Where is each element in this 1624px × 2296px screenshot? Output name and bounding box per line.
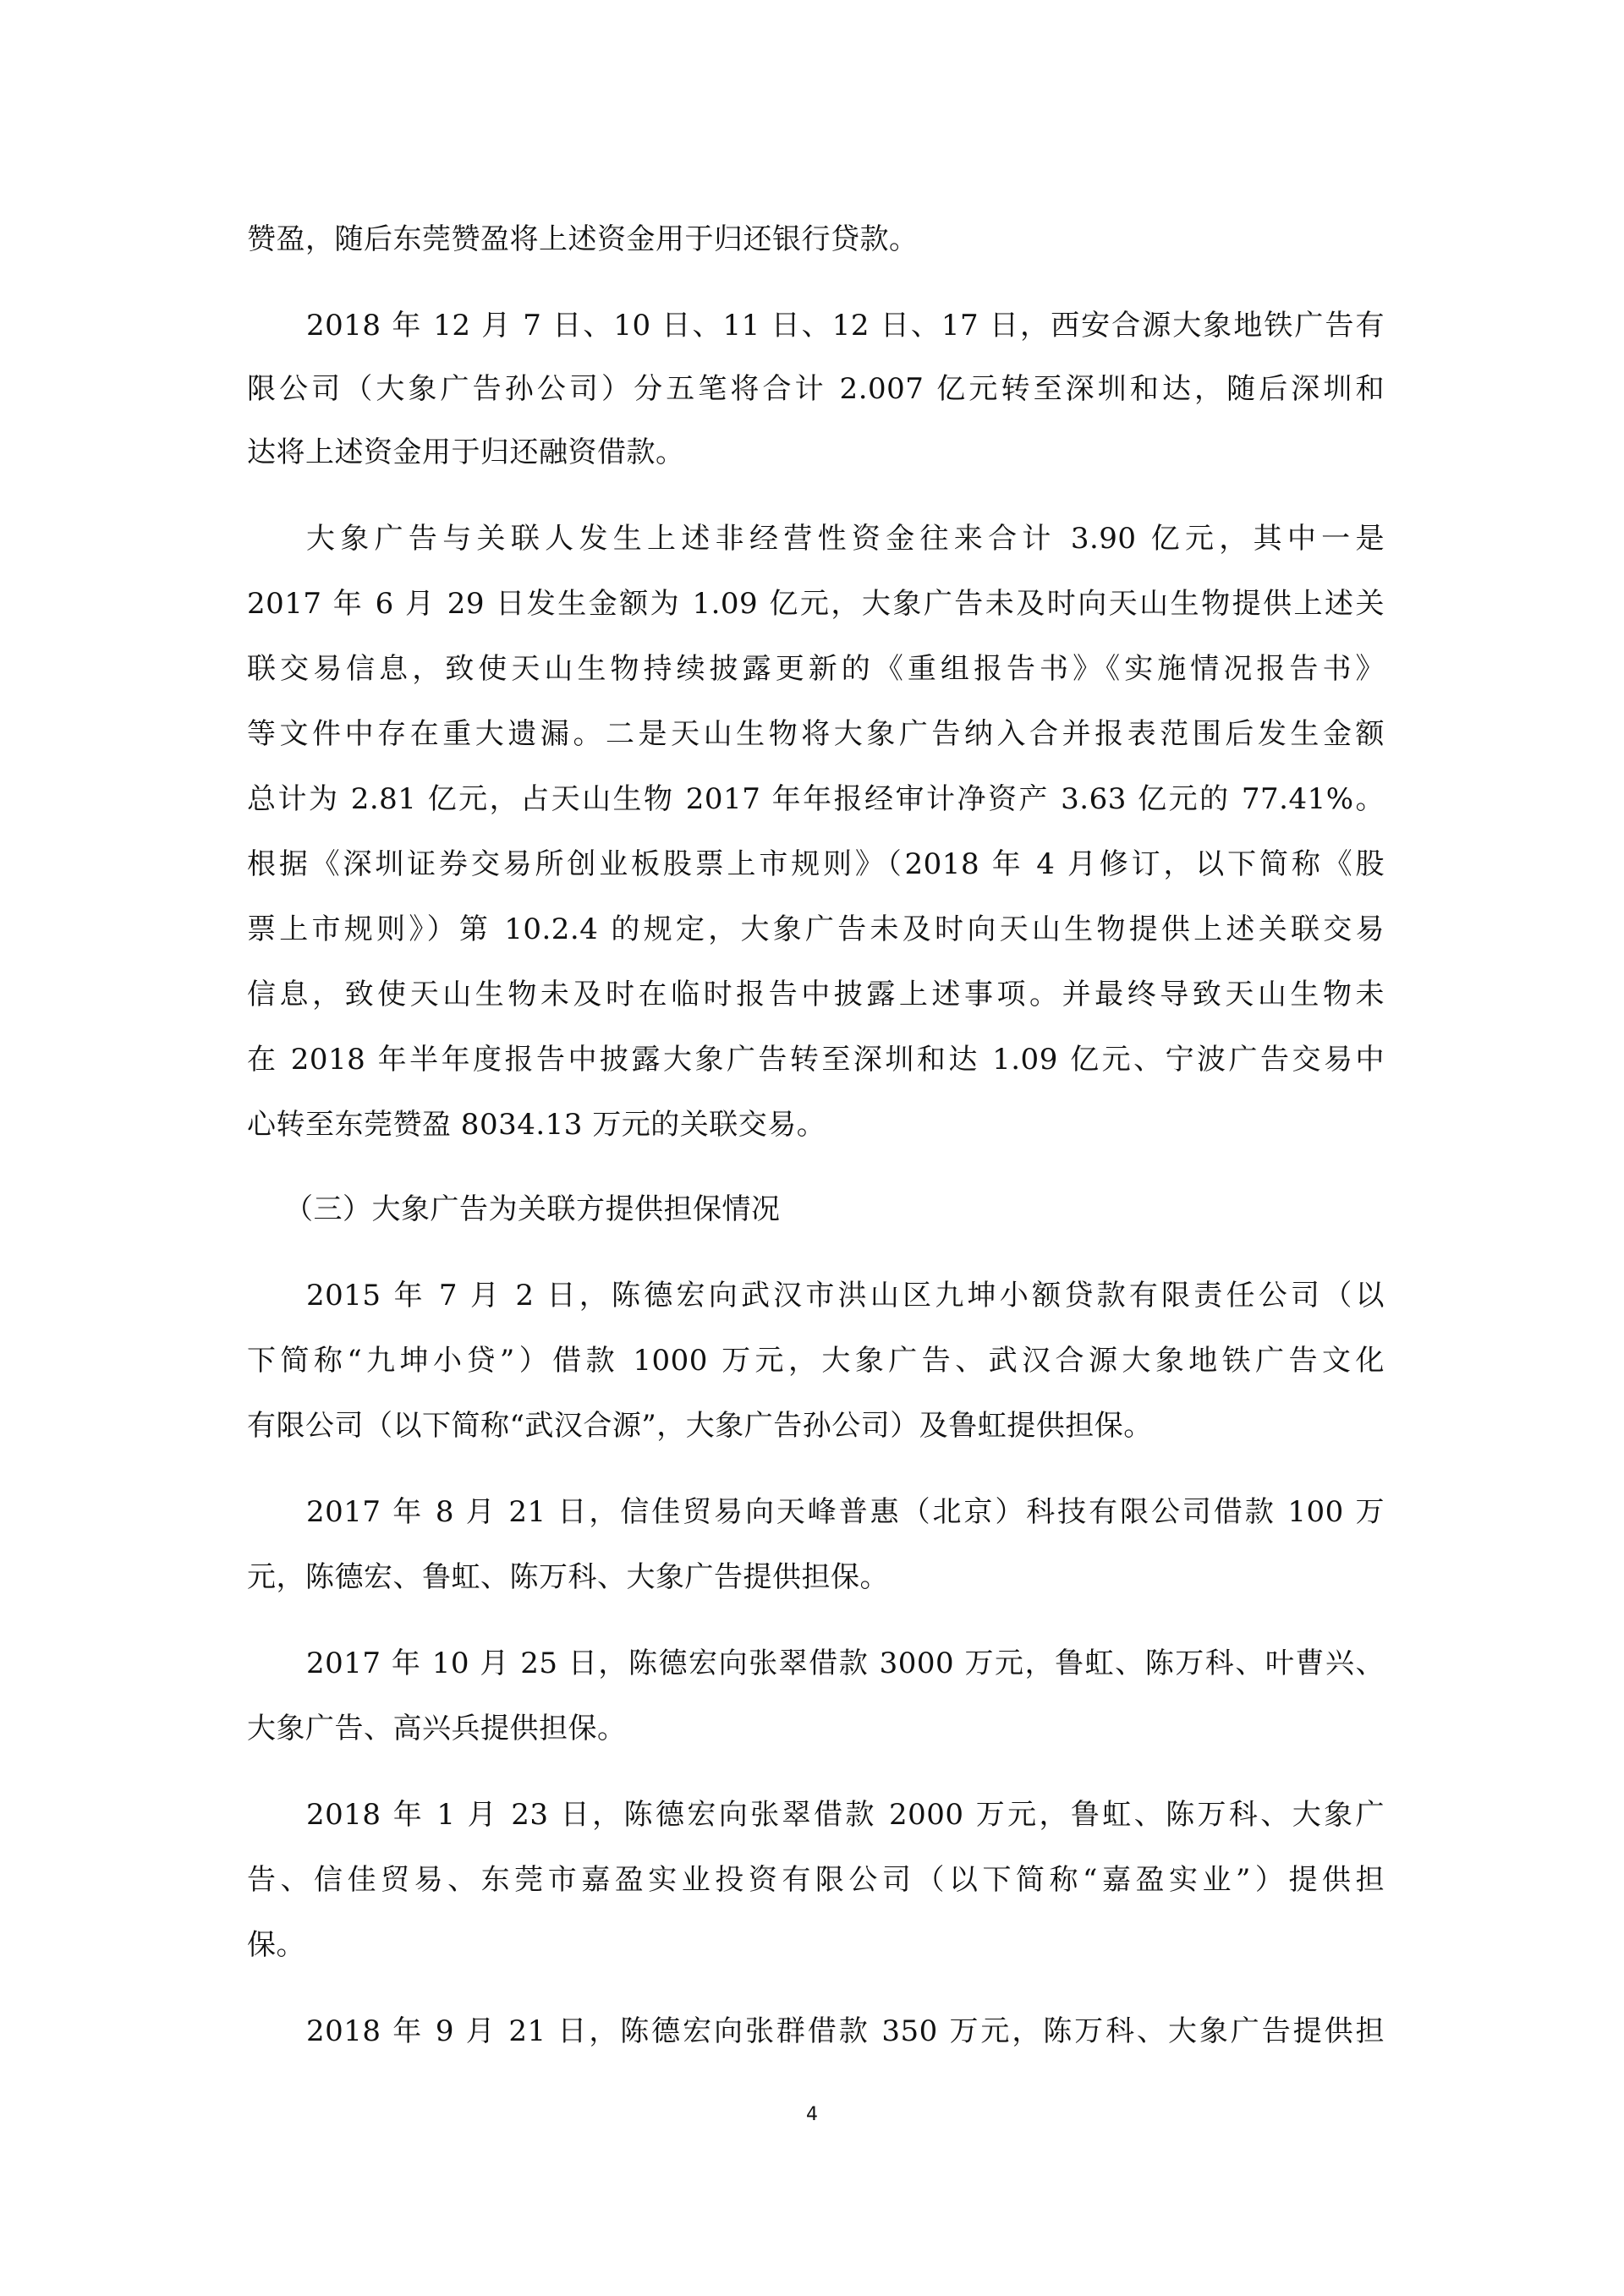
paragraph-line: 票上市规则》）第 10.2.4 的规定，大象广告未及时向天山生物提供上述关联交易 xyxy=(247,912,1385,946)
paragraph-line: 根据《深圳证券交易所创业板股票上市规则》（2018 年 4 月修订，以下简称《股 xyxy=(247,847,1385,881)
section-heading: （三）大象广告为关联方提供担保情况 xyxy=(284,1192,781,1226)
paragraph-line: 大象广告与关联人发生上述非经营性资金往来合计 3.90 亿元，其中一是 xyxy=(306,522,1385,556)
paragraph-line: 在 2018 年半年度报告中披露大象广告转至深圳和达 1.09 亿元、宁波广告交易中 xyxy=(247,1043,1385,1077)
paragraph-line: 有限公司（以下简称“武汉合源”，大象广告孙公司）及鲁虹提供担保。 xyxy=(247,1409,1153,1443)
paragraph-line: 心转至东莞赞盈 8034.13 万元的关联交易。 xyxy=(247,1108,826,1142)
paragraph-line: 大象广告、高兴兵提供担保。 xyxy=(247,1712,627,1745)
paragraph-line: 2018 年 1 月 23 日，陈德宏向张翠借款 2000 万元，鲁虹、陈万科、大象广 xyxy=(306,1798,1385,1832)
paragraph-line: 2017 年 8 月 21 日，信佳贸易向天峰普惠（北京）科技有限公司借款 100 万 xyxy=(306,1495,1385,1529)
paragraph-line: 等文件中存在重大遗漏。二是天山生物将大象广告纳入合并报表范围后发生金额 xyxy=(247,717,1385,751)
paragraph-line: 下简称“九坤小贷”）借款 1000 万元，大象广告、武汉合源大象地铁广告文化 xyxy=(247,1344,1385,1378)
paragraph-line: 2015 年 7 月 2 日，陈德宏向武汉市洪山区九坤小额贷款有限责任公司（以 xyxy=(306,1279,1385,1312)
paragraph-line: 限公司（大象广告孙公司）分五笔将合计 2.007 亿元转至深圳和达，随后深圳和 xyxy=(247,372,1385,406)
paragraph-line: 总计为 2.81 亿元，占天山生物 2017 年年报经审计净资产 3.63 亿元的 77.41%。 xyxy=(247,782,1385,816)
paragraph-line: 联交易信息，致使天山生物持续披露更新的《重组报告书》《实施情况报告书》 xyxy=(247,652,1385,686)
paragraph-line: 达将上述资金用于归还融资借款。 xyxy=(247,436,685,469)
paragraph-line: 告、信佳贸易、东莞市嘉盈实业投资有限公司（以下简称“嘉盈实业”）提供担 xyxy=(247,1863,1385,1897)
paragraph-line: 保。 xyxy=(247,1928,305,1962)
page-number: 4 xyxy=(806,2104,818,2125)
paragraph-line: 2017 年 6 月 29 日发生金额为 1.09 亿元，大象广告未及时向天山生物提供上述关 xyxy=(247,587,1385,621)
paragraph-line: 2018 年 9 月 21 日，陈德宏向张群借款 350 万元，陈万科、大象广告提供担 xyxy=(306,2014,1385,2048)
paragraph-line: 2017 年 10 月 25 日，陈德宏向张翠借款 3000 万元，鲁虹、陈万科、叶曹兴、 xyxy=(306,1647,1385,1680)
paragraph-line: 2018 年 12 月 7 日、10 日、11 日、12 日、17 日，西安合源大象地铁广告有 xyxy=(306,309,1385,342)
paragraph-line: 赞盈，随后东莞赞盈将上述资金用于归还银行贷款。 xyxy=(247,222,919,256)
paragraph-line: 元，陈德宏、鲁虹、陈万科、大象广告提供担保。 xyxy=(247,1560,889,1594)
paragraph-line: 信息，致使天山生物未及时在临时报告中披露上述事项。并最终导致天山生物未 xyxy=(247,978,1385,1011)
